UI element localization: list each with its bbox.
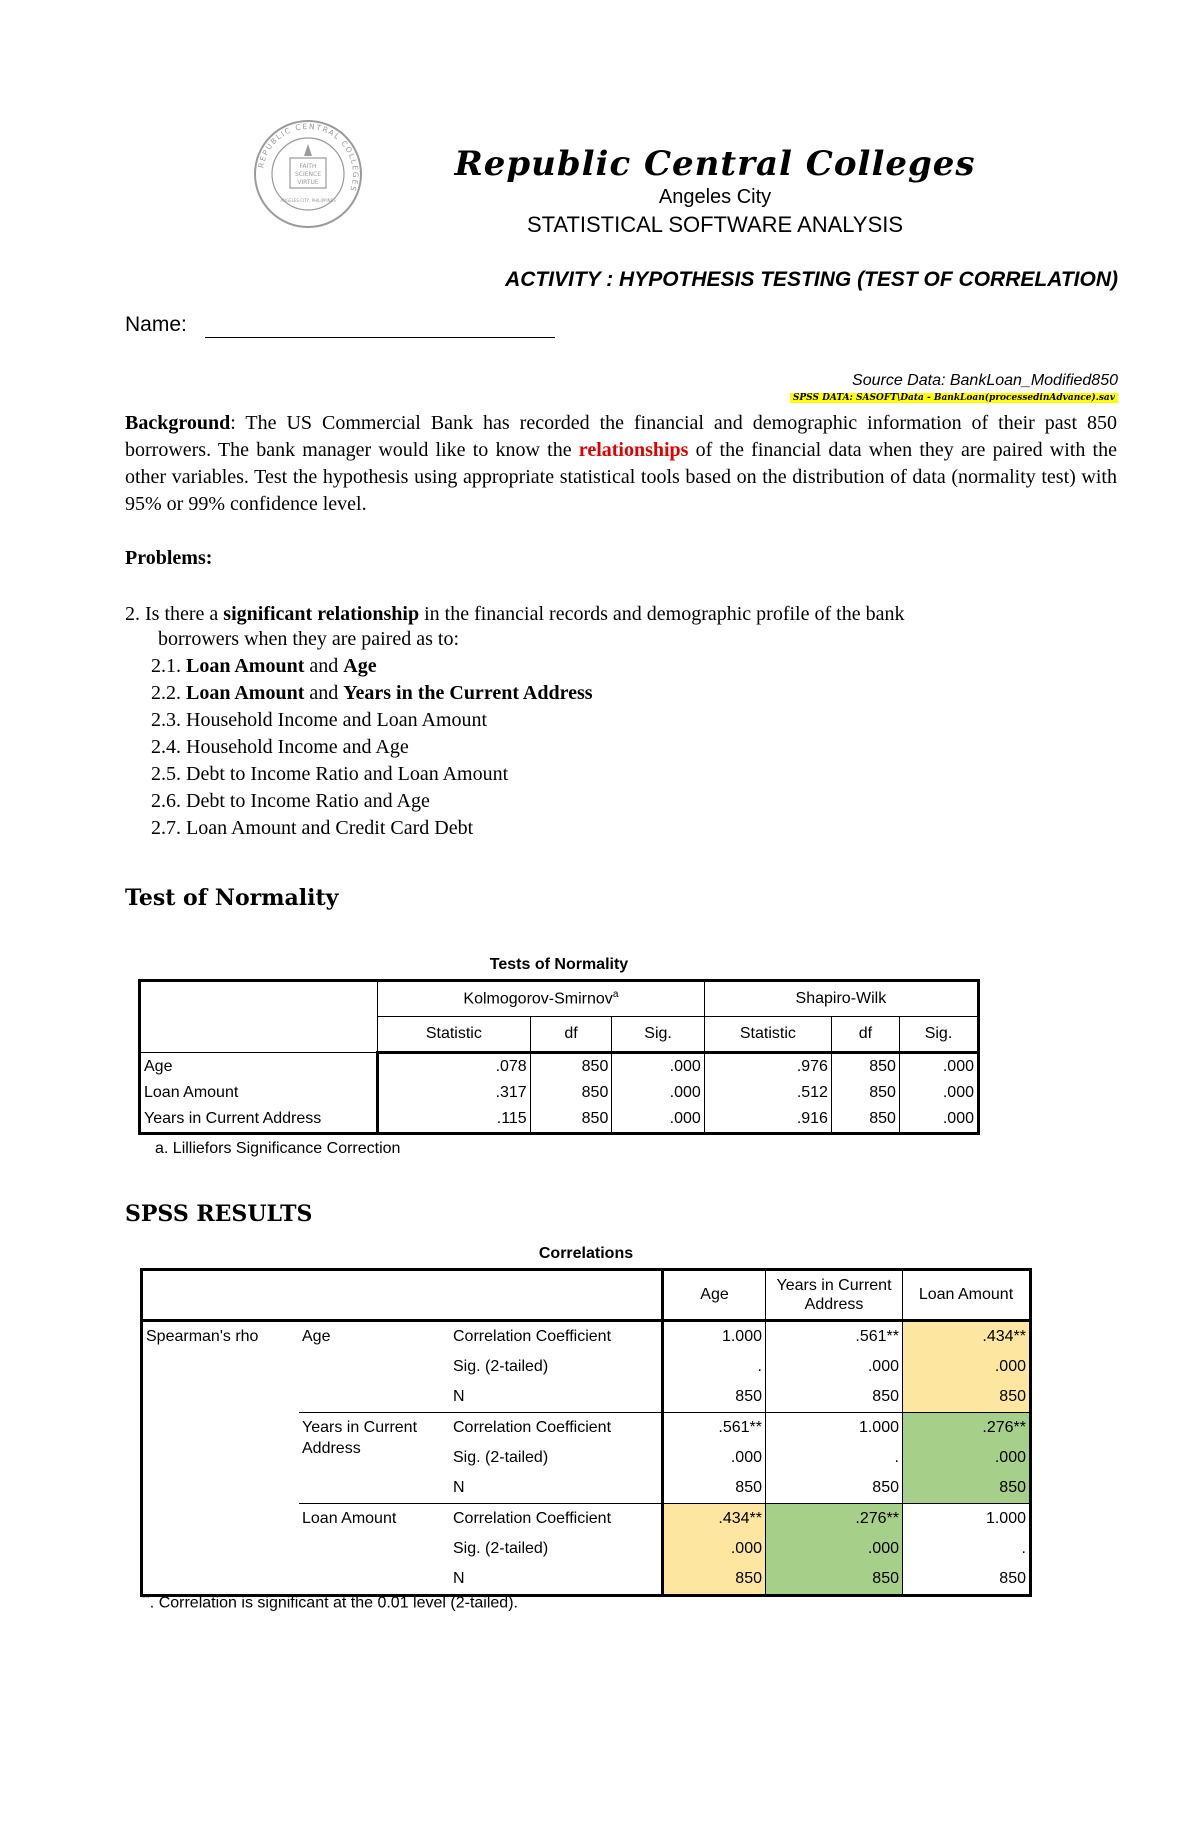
spss-results-heading: SPSS RESULTS: [125, 1201, 313, 1227]
column-header: df: [530, 1017, 612, 1053]
activity-title: ACTIVITY : HYPOTHESIS TESTING (TEST OF CORRELATION): [505, 268, 1118, 291]
name-label: Name:: [125, 313, 187, 336]
background-paragraph: Background: The US Commercial Bank has recorded the financial and demographic information of their past 850 borrowers. The bank manager would like to know the relationships of the financial data when they are paired with the other variables. Test the hypothesis using appropriate statistical tools based on the distribution of data (normality test) with 95% or 99% confidence level.: [125, 412, 1117, 515]
correlations-table: [140, 1268, 1032, 1597]
svg-text:FAITH: FAITH: [299, 163, 317, 170]
normality-table-caption: Tests of Normality: [489, 956, 629, 973]
table-row: N 850 850 850: [142, 1473, 1031, 1504]
column-header: Loan Amount: [903, 1270, 1031, 1321]
table-row: Sig. (2-tailed) .000 . .000: [142, 1443, 1031, 1473]
background-label: Background: [125, 412, 231, 434]
college-city: Angeles City: [658, 186, 772, 208]
ks-header: Kolmogorov-Smirnov$^a$: [378, 981, 705, 1017]
svg-text:SCIENCE: SCIENCE: [294, 171, 322, 178]
table-row: N 850 850 850: [142, 1564, 1031, 1596]
college-name: Republic Central Colleges: [454, 144, 976, 184]
group-label: Years in Current Address: [299, 1413, 450, 1504]
list-item: 2.1. Loan Amount and Age: [151, 655, 377, 677]
svg-text:REPUBLIC CENTRAL COLLEGES: REPUBLIC CENTRAL COLLEGES: [256, 121, 361, 194]
column-header: df: [831, 1017, 899, 1053]
list-item: 2.5. Debt to Income Ratio and Loan Amount: [151, 763, 509, 785]
name-underline: [205, 337, 555, 338]
table-row: Spearman's rho Age Correlation Coefficient 1.000 .561** .434**: [142, 1321, 1031, 1353]
column-header: Years in Current Address: [766, 1270, 903, 1321]
column-header: Statistic: [704, 1017, 831, 1053]
table-row: Age .078 850 .000 .976 850 .000: [140, 1053, 979, 1081]
group-label: Loan Amount: [302, 1510, 397, 1527]
normality-table: [138, 979, 980, 1135]
correlations-table-caption: Correlations: [538, 1245, 634, 1262]
table-row: Loan Amount Correlation Coefficient .434** .276** 1.000: [142, 1504, 1031, 1535]
problem-question: 2. Is there a significant relationship in the financial records and demographic profile of the bank: [125, 603, 905, 625]
normality-heading: Test of Normality: [125, 885, 339, 911]
normality-footnote: a. Lilliefors Significance Correction: [155, 1140, 401, 1157]
table-row: Years in Current Address Correlation Coefficient .561** 1.000 .276**: [142, 1413, 1031, 1444]
list-item: 2.2. Loan Amount and Years in the Current Address: [151, 682, 593, 704]
problem-question-cont: borrowers when they are paired as to:: [158, 628, 459, 650]
relationships-highlight: relationships: [578, 439, 689, 461]
list-item: 2.7. Loan Amount and Credit Card Debt: [151, 817, 474, 839]
table-row: Years in Current Address .115 850 .000 .916 850 .000: [140, 1106, 979, 1134]
group-label: Age: [299, 1321, 450, 1413]
table-row: N 850 850 850: [142, 1382, 1031, 1413]
sw-header: Shapiro-Wilk: [704, 981, 978, 1017]
table-row: Sig. (2-tailed) . .000 .000: [142, 1352, 1031, 1382]
method-label: Spearman's rho: [146, 1328, 259, 1345]
table-row: Sig. (2-tailed) .000 .000 .: [142, 1534, 1031, 1564]
table-corner: [140, 981, 378, 1053]
column-header: Statistic: [378, 1017, 531, 1053]
course-title: STATISTICAL SOFTWARE ANALYSIS: [526, 212, 904, 237]
spss-data-path: SPSS DATA: SASOFT\Data - BankLoan(processedinAdvance).sav: [790, 393, 1118, 403]
source-data: Source Data: BankLoan_Modified850: [852, 372, 1118, 389]
problems-heading: Problems:: [125, 547, 213, 569]
list-item: 2.6. Debt to Income Ratio and Age: [151, 790, 430, 812]
column-header: Age: [663, 1270, 766, 1321]
svg-text:VIRTUE: VIRTUE: [297, 179, 319, 186]
column-header: Sig.: [899, 1017, 978, 1053]
correlations-footnote: **. Correlation is significant at the 0.01 level (2-tailed).: [142, 1593, 518, 1612]
list-item: 2.3. Household Income and Loan Amount: [151, 709, 488, 731]
background-text: The US Commercial Bank has recorded the financial and demographic information of their past 850 borrowers. The bank manager would like to know the: [125, 412, 1117, 461]
list-item: 2.4. Household Income and Age: [151, 736, 409, 758]
column-header: Sig.: [612, 1017, 704, 1053]
table-row: Loan Amount .317 850 .000 .512 850 .000: [140, 1080, 979, 1106]
svg-text:ANGELES CITY, PHILIPPINES: ANGELES CITY, PHILIPPINES: [280, 198, 336, 203]
